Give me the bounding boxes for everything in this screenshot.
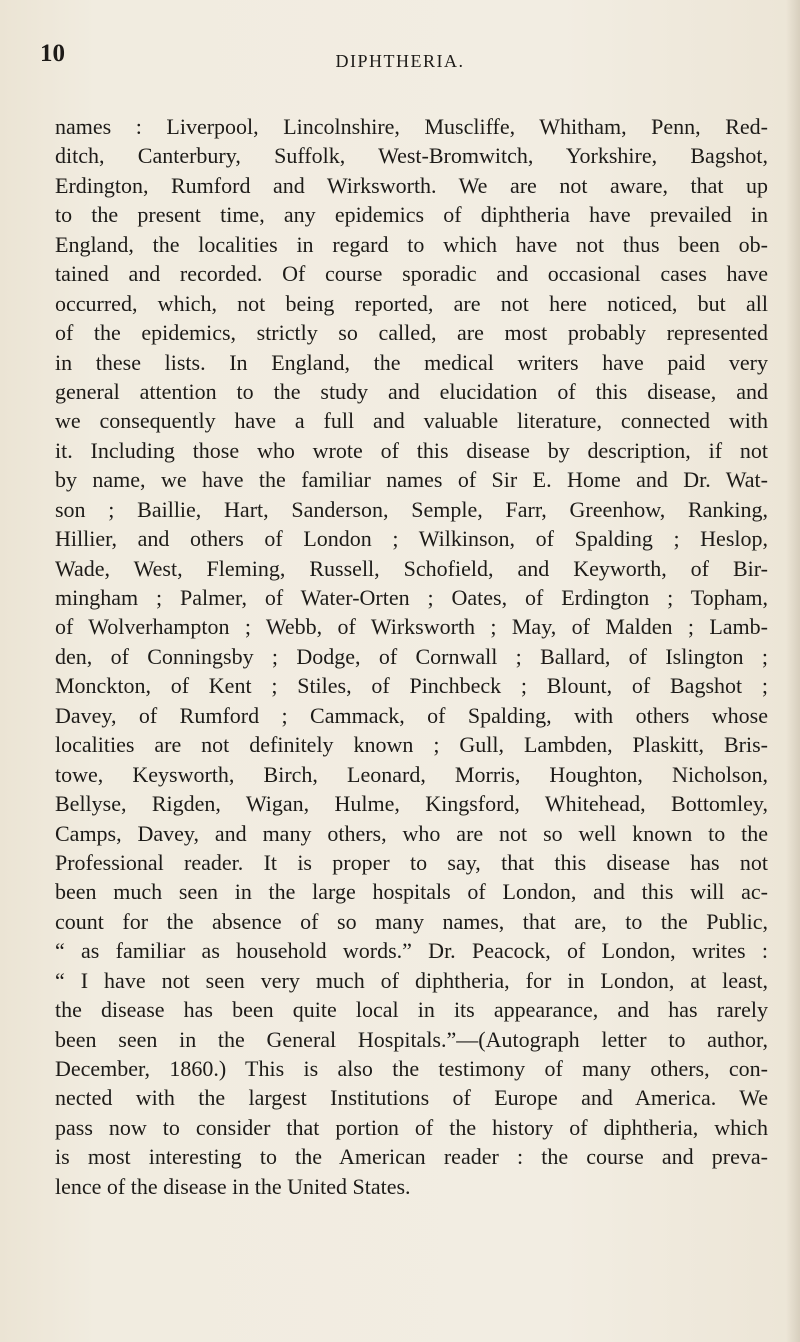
text-line: count for the absence of so many names, that are, to the Public,	[55, 908, 768, 934]
text-line: names : Liverpool, Lincolnshire, Muscliffe, Whitham, Penn, Red-	[55, 114, 768, 139]
text-line: Davey, of Rumford ; Cammack, of Spalding, with others whose	[55, 702, 768, 728]
text-line: Erdington, Rumford and Wirksworth. We are not aware, that up	[55, 172, 768, 198]
page-number: 10	[40, 40, 65, 67]
running-title: DIPHTHERIA.	[335, 51, 465, 71]
text-line: localities are not definitely known ; Gull, Lambden, Plaskitt, Bris-	[55, 732, 768, 758]
text-line: “ I have not seen very much of diphtheria, for in London, at least,	[55, 967, 768, 993]
text-line: by name, we have the familiar names of Sir E. Home and Dr. Wat-	[55, 467, 768, 493]
text-line: England, the localities in regard to which have not thus been ob-	[55, 231, 768, 257]
text-line: Monckton, of Kent ; Stiles, of Pinchbeck ; Blount, of Bagshot ;	[55, 673, 768, 699]
text-line: in these lists. In England, the medical writers have paid very	[55, 349, 768, 375]
text-line: been seen in the General Hospitals.”—(Autograph letter to author,	[55, 1026, 768, 1052]
text-line: Professional reader. It is proper to say, that this disease has not	[55, 849, 768, 875]
text-line: lence of the disease in the United States.	[55, 1173, 411, 1199]
text-line: mingham ; Palmer, of Water-Orten ; Oates, of Erdington ; Topham,	[55, 585, 768, 610]
text-line: Camps, Davey, and many others, who are not so well known to the	[55, 820, 768, 846]
text-line: occurred, which, not being reported, are not here noticed, but all	[55, 290, 768, 316]
text-line: of Wolverhampton ; Webb, of Wirksworth ; May, of Malden ; Lamb-	[55, 614, 768, 640]
text-line: Hillier, and others of London ; Wilkinson, of Spalding ; Heslop,	[55, 526, 768, 552]
text-line: the disease has been quite local in its appearance, and has rarely	[55, 997, 768, 1023]
text-line: Wade, West, Fleming, Russell, Schofield, and Keyworth, of Bir-	[55, 555, 768, 581]
text-line: we consequently have a full and valuable literature, connected with	[55, 408, 768, 434]
text-line: “ as familiar as household words.” Dr. Peacock, of London, writes :	[55, 938, 768, 964]
text-line: to the present time, any epidemics of diphtheria have prevailed in	[55, 202, 768, 228]
text-line: ditch, Canterbury, Suffolk, West-Bromwitch, Yorkshire, Bagshot,	[55, 143, 768, 169]
text-line: son ; Baillie, Hart, Sanderson, Semple, Farr, Greenhow, Ranking,	[55, 496, 768, 522]
text-line: is most interesting to the American reader : the course and preva-	[55, 1144, 768, 1170]
body-paragraph	[55, 112, 768, 1201]
text-line: towe, Keysworth, Birch, Leonard, Morris, Houghton, Nicholson,	[55, 761, 768, 787]
text-line: den, of Conningsby ; Dodge, of Cornwall ; Ballard, of Islington ;	[55, 643, 768, 669]
text-line: been much seen in the large hospitals of London, and this will ac-	[55, 879, 768, 905]
text-line: pass now to consider that portion of the history of diphtheria, which	[55, 1114, 768, 1140]
text-line: December, 1860.) This is also the testimony of many others, con-	[55, 1056, 768, 1081]
page-edge-shadow	[786, 0, 800, 1342]
text-line: of the epidemics, strictly so called, are most probably represented	[55, 320, 768, 346]
text-line: nected with the largest Institutions of Europe and America. We	[55, 1085, 768, 1111]
text-line: Bellyse, Rigden, Wigan, Hulme, Kingsford, Whitehead, Bottomley,	[55, 791, 768, 817]
text-line: it. Including those who wrote of this disease by description, if not	[55, 437, 768, 463]
text-line: tained and recorded. Of course sporadic and occasional cases have	[55, 261, 768, 287]
text-line: general attention to the study and elucidation of this disease, and	[55, 378, 768, 404]
